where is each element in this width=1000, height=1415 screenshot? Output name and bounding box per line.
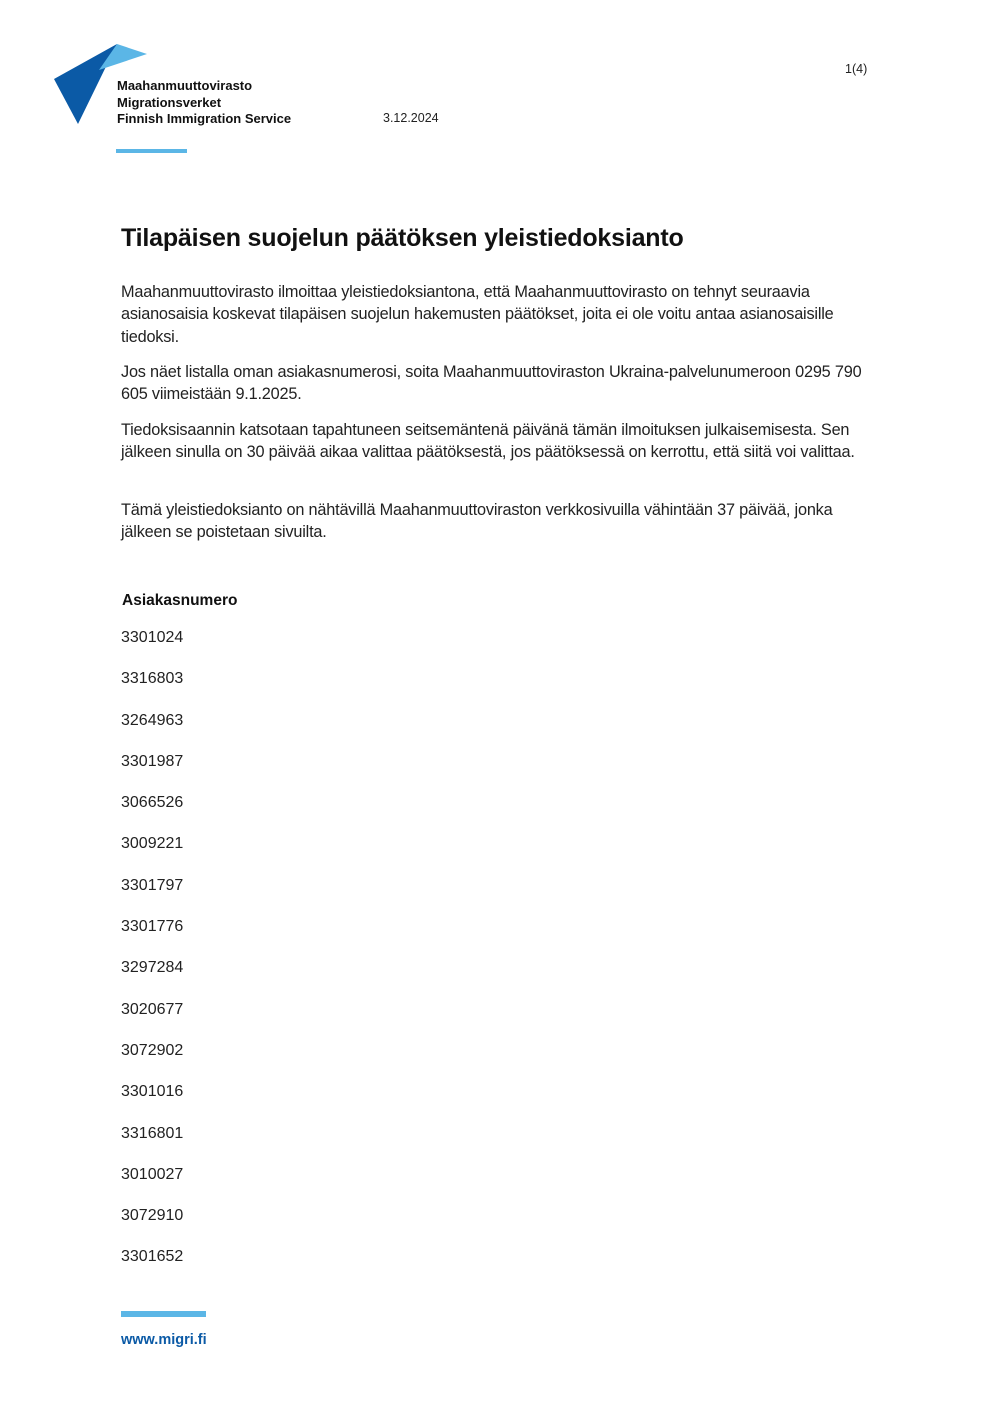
customer-number: 3301016 (121, 1083, 184, 1101)
paragraph-appeal: Tiedoksisaannin katsotaan tapahtuneen seitsemäntenä päivänä tämän ilmoituksen julkaisemisesta. Sen jälkeen sinulla on 30 päivää aikaa valittaa päätöksestä, jos päätöksessä on kerrottu, että siitä voi valittaa. (121, 421, 855, 462)
document-title: Tilapäisen suojelun päätöksen yleistiedoksianto (121, 224, 684, 252)
organization-name-sv: Migrationsverket (117, 94, 222, 110)
customer-number: 3301776 (121, 918, 184, 936)
customer-number: 3316801 (121, 1124, 184, 1142)
customer-number: 3072910 (121, 1207, 184, 1225)
paragraph-availability: Tämä yleistiedoksianto on nähtävillä Maahanmuuttoviraston verkkosivuilla vähintään 37 päivää, jonka jälkeen se poistetaan sivuilta. (121, 501, 833, 542)
customer-number: 3301652 (121, 1248, 184, 1266)
website-link[interactable]: www.migri.fi (121, 1332, 207, 1348)
organization-name-en: Finnish Immigration Service (117, 111, 292, 126)
customer-number: 3020677 (121, 1000, 184, 1018)
customer-number: 3301024 (121, 629, 184, 646)
paragraph-intro: Maahanmuuttovirasto ilmoittaa yleistiedoksiantona, että Maahanmuuttovirasto on tehnyt seuraavia asianosaisia koskevat tilapäisen suojelun hakemusten päätökset, joita ei ole voitu antaa asianosaisille tiedoksi. (121, 283, 834, 346)
customer-number: 3066526 (121, 794, 184, 812)
document-date: 3.12.2024 (383, 111, 439, 125)
customer-number-list (121, 628, 183, 1289)
customer-number: 3301797 (121, 876, 184, 894)
customer-number: 3297284 (121, 959, 184, 977)
customer-number: 3316803 (121, 670, 184, 688)
organization-name-fi: Maahanmuuttovirasto (117, 78, 253, 93)
customer-number: 3010027 (121, 1165, 184, 1183)
footer-accent-bar (121, 1311, 206, 1317)
header-accent-bar (116, 149, 187, 153)
customer-number: 3072902 (121, 1041, 184, 1059)
customer-number-header: Asiakasnumero (122, 592, 238, 609)
paragraph-contact: Jos näet listalla oman asiakasnumerosi, soita Maahanmuuttoviraston Ukraina-palvelunumeroon 0295 790 605 viimeistään 9.1.2025. (121, 363, 862, 404)
customer-number: 3301987 (121, 752, 184, 770)
organization-name (117, 78, 291, 128)
page-number: 1(4) (845, 62, 868, 76)
customer-number: 3264963 (121, 711, 184, 729)
customer-number: 3009221 (121, 835, 184, 853)
